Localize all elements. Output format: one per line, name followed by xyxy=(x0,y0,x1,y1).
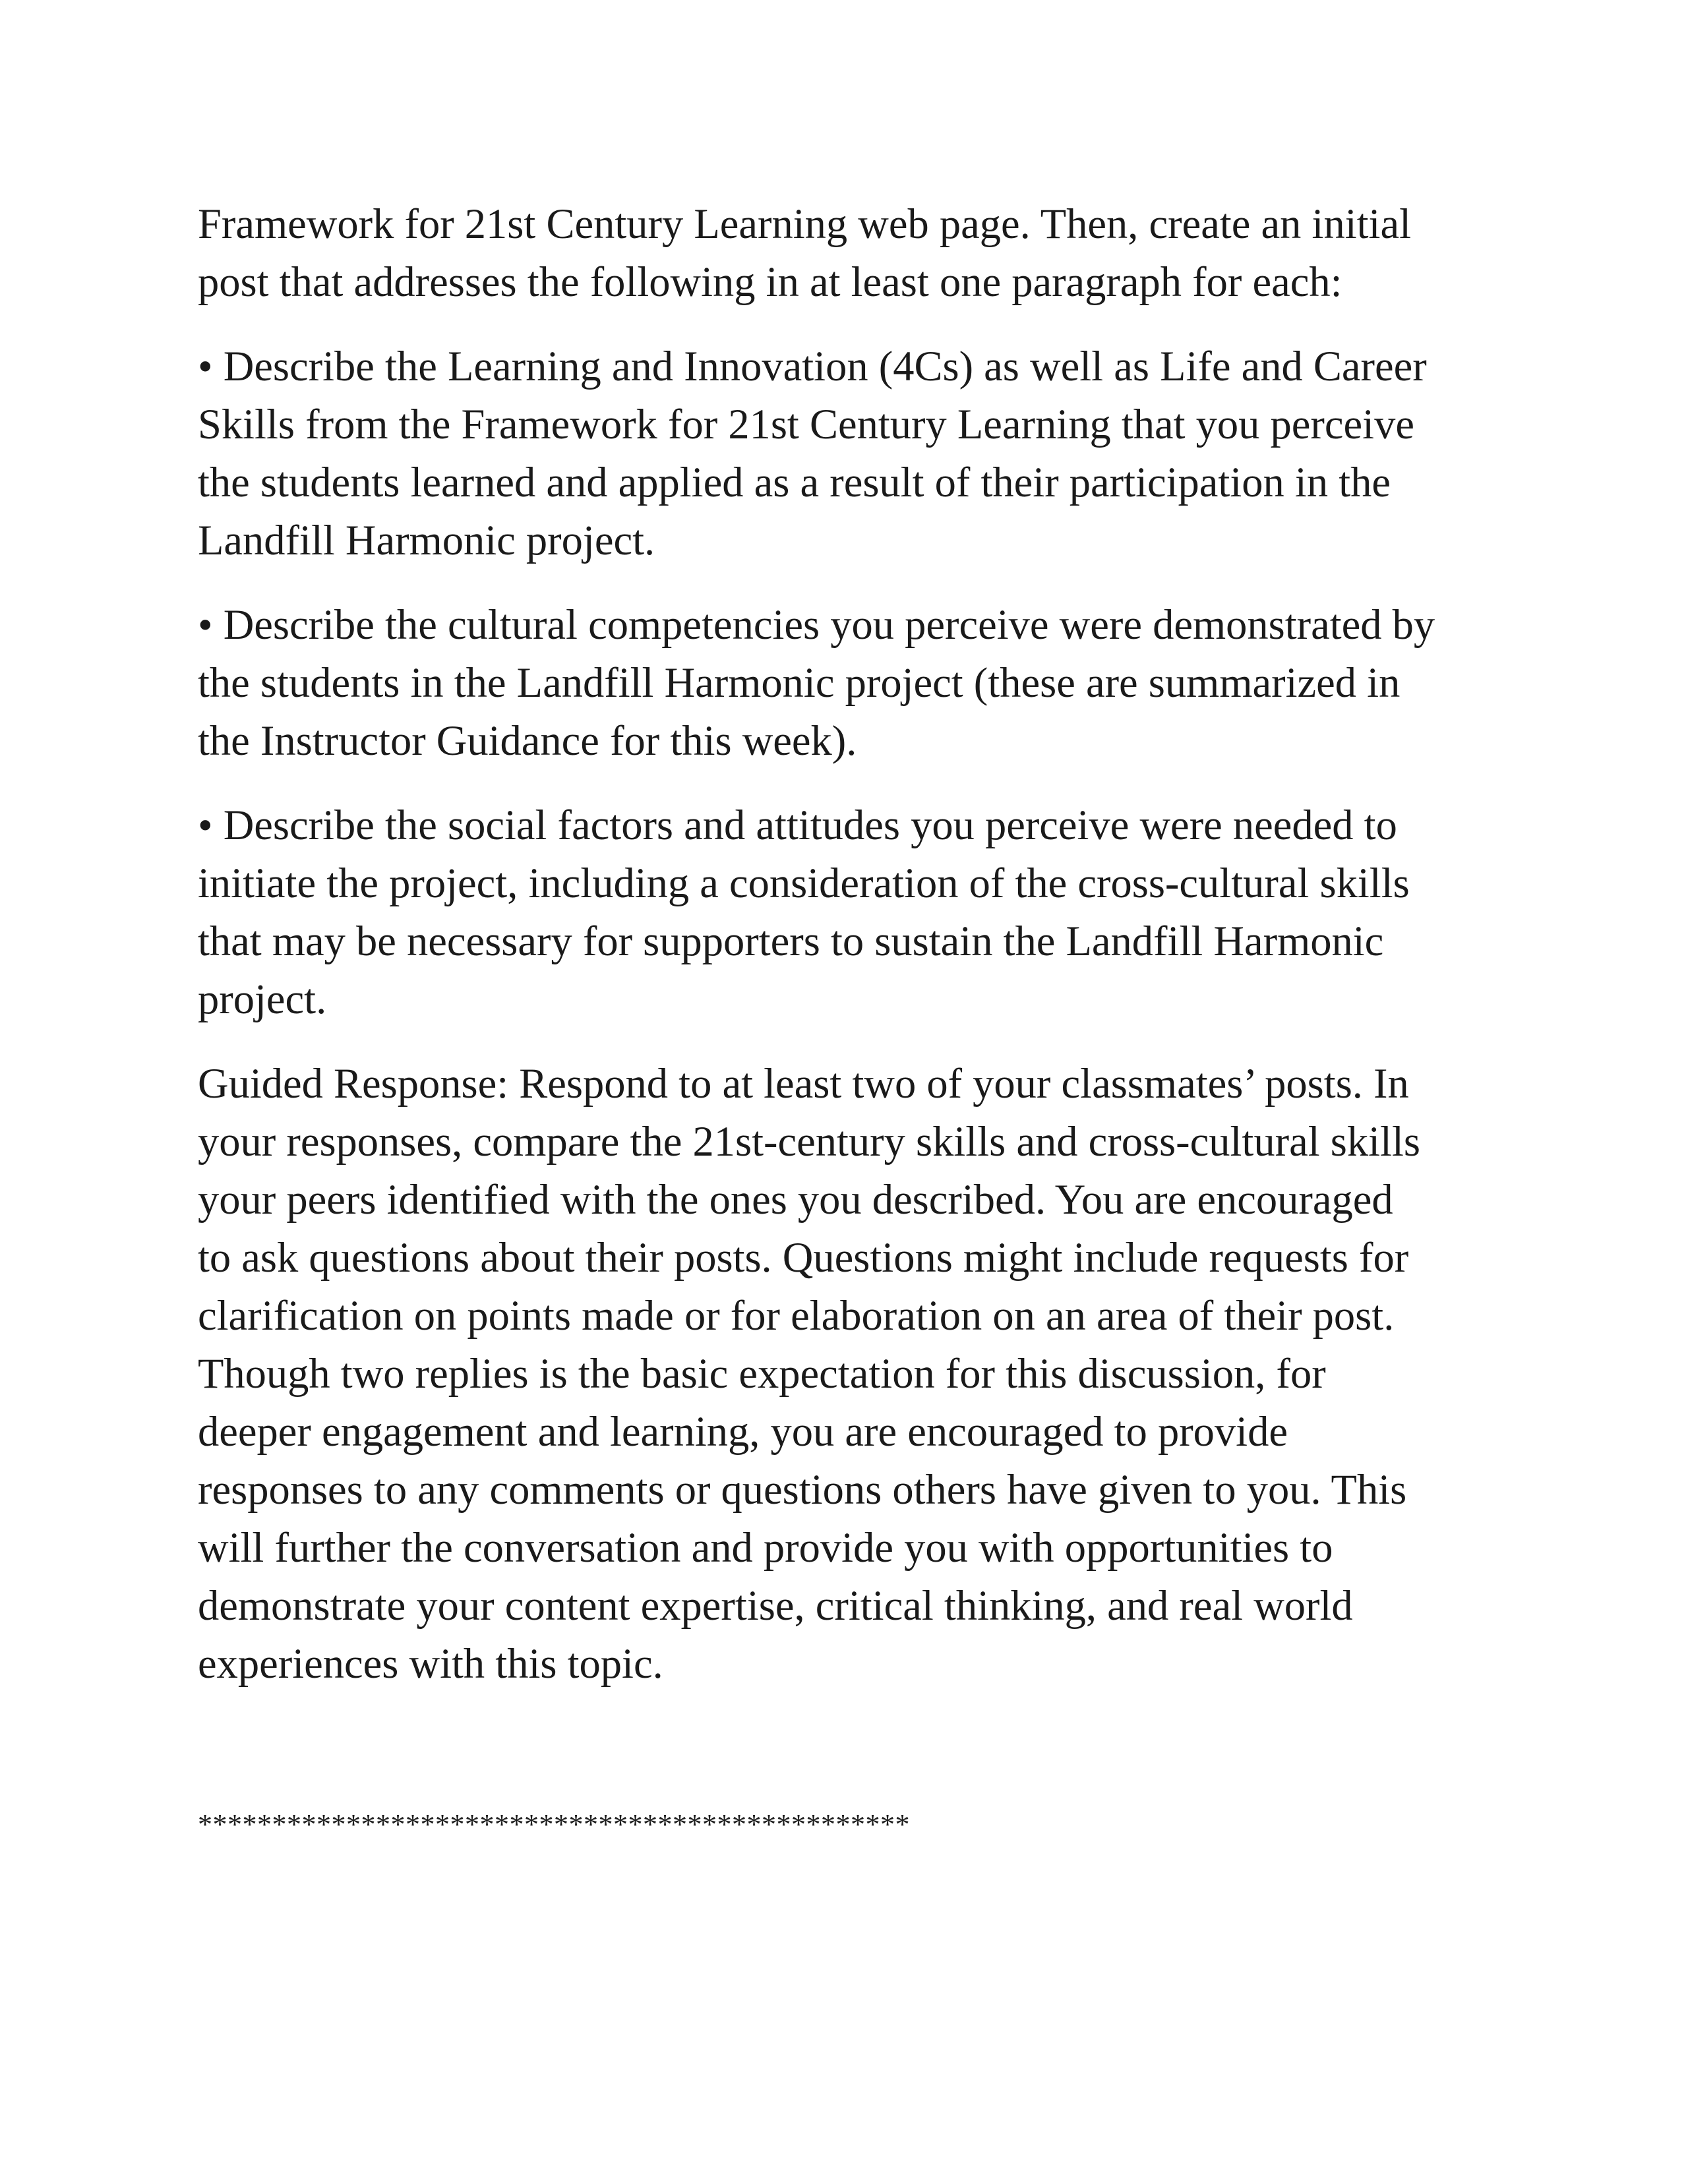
text-line: • Describe the cultural competencies you perceive were demonstrated by xyxy=(198,601,1435,648)
text-line: demonstrate your content expertise, critical thinking, and real world xyxy=(198,1582,1353,1629)
text-line: deeper engagement and learning, you are encouraged to provide xyxy=(198,1408,1288,1455)
text-line: • Describe the social factors and attitudes you perceive were needed to xyxy=(198,802,1397,848)
text-line: Though two replies is the basic expectation for this discussion, for xyxy=(198,1350,1326,1397)
text-line: that may be necessary for supporters to sustain the Landfill Harmonic xyxy=(198,918,1384,964)
text-line: Skills from the Framework for 21st Century Learning that you perceive xyxy=(198,401,1414,448)
text-line: Guided Response: Respond to at least two of your classmates’ posts. In xyxy=(198,1060,1409,1107)
text-line: to ask questions about their posts. Questions might include requests for xyxy=(198,1234,1409,1281)
text-line: the students learned and applied as a result of their participation in the xyxy=(198,459,1391,506)
asterisk-divider: ************************************************ xyxy=(198,1808,910,1841)
text-line: Landfill Harmonic project. xyxy=(198,517,655,564)
text-line: responses to any comments or questions others have given to you. This xyxy=(198,1466,1407,1513)
text-line: your peers identified with the ones you described. You are encouraged xyxy=(198,1176,1393,1223)
bullet-social-factors xyxy=(198,796,1510,1028)
text-line: your responses, compare the 21st-century skills and cross-cultural skills xyxy=(198,1118,1420,1165)
document-body xyxy=(198,195,1510,1719)
guided-response-paragraph xyxy=(198,1055,1510,1693)
intro-paragraph xyxy=(198,195,1510,311)
text-line: project. xyxy=(198,976,327,1022)
text-line: the students in the Landfill Harmonic project (these are summarized in xyxy=(198,659,1401,706)
text-line: Framework for 21st Century Learning web page. Then, create an initial xyxy=(198,200,1412,247)
text-line: will further the conversation and provide you with opportunities to xyxy=(198,1524,1333,1571)
text-line: initiate the project, including a consideration of the cross-cultural skills xyxy=(198,860,1410,906)
text-line: post that addresses the following in at least one paragraph for each: xyxy=(198,258,1342,305)
text-line: the Instructor Guidance for this week). xyxy=(198,717,857,764)
bullet-cultural-competencies xyxy=(198,596,1510,770)
text-line: clarification on points made or for elaboration on an area of their post. xyxy=(198,1292,1395,1339)
bullet-learning-innovation xyxy=(198,338,1510,570)
text-line: • Describe the Learning and Innovation (4Cs) as well as Life and Career xyxy=(198,343,1427,390)
text-line: experiences with this topic. xyxy=(198,1640,663,1687)
